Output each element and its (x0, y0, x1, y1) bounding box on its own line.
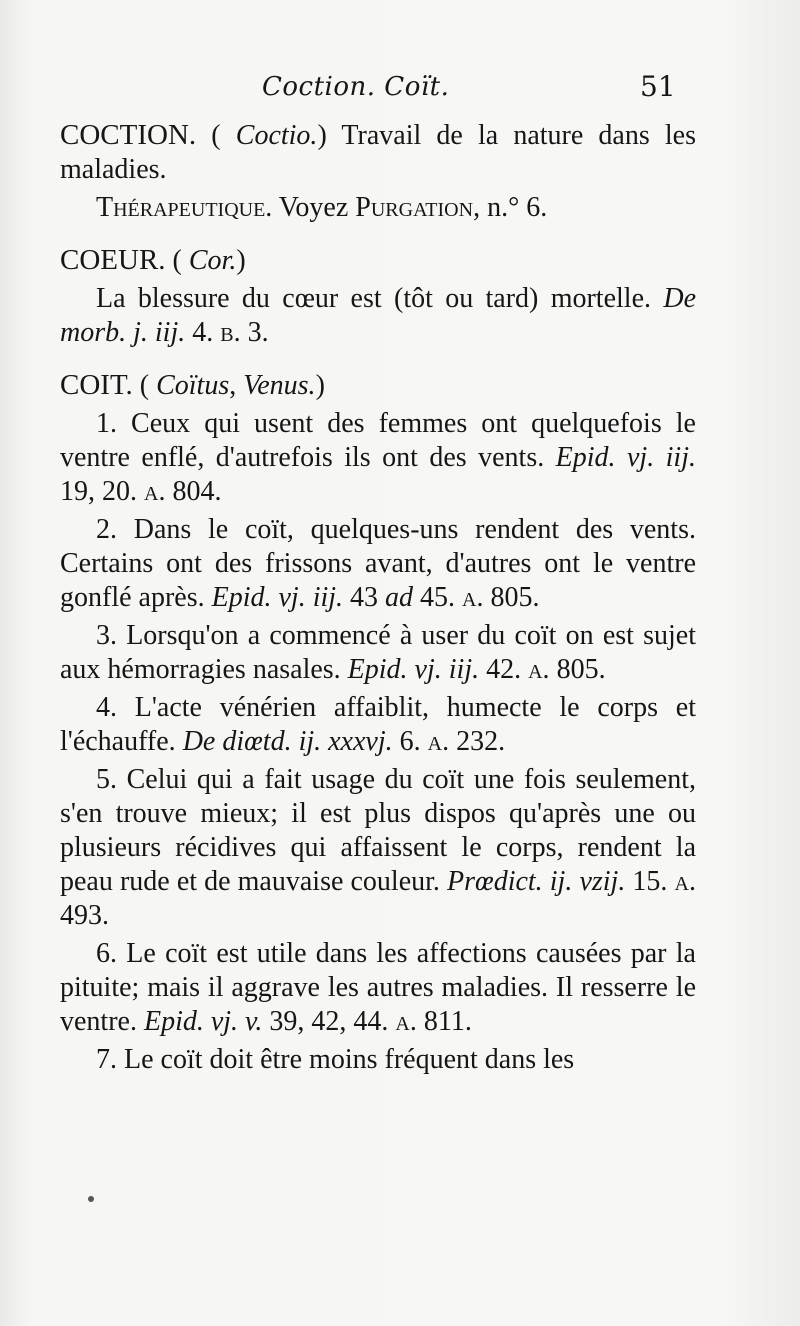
citation-italic: De morb. j. iij. (60, 283, 696, 348)
body-text: ) (315, 370, 325, 401)
body-text: 6. (392, 726, 428, 757)
small-caps-text: Thérapeutique. (96, 192, 273, 223)
entry-paragraph (60, 243, 696, 278)
entry-headword: COCTION. (60, 119, 197, 151)
body-text: 42. (479, 654, 529, 685)
body-text: 232. (449, 726, 506, 757)
body-text: 3. Lorsqu'on a commencé à user du coït on est sujet aux hémorragies nasales. (60, 620, 696, 685)
citation-italic: ad (385, 582, 414, 613)
body-text: ) Travail de la nature dans les maladies. (60, 120, 697, 185)
entry-paragraph (60, 763, 696, 933)
entry-paragraph (60, 368, 696, 403)
entry-paragraph (60, 619, 696, 687)
body-text: La blessure du cœur est (tôt ou tard) mortelle. (96, 283, 664, 314)
body-text: 811. (416, 1006, 472, 1037)
dictionary-entry (60, 368, 696, 1077)
body-text: Voyez (272, 192, 356, 223)
citation-italic: Venus. (243, 370, 316, 401)
small-caps-text: a. (144, 476, 166, 507)
small-caps-text: b. (220, 317, 241, 348)
body-text: 4. L'acte vénérien affaiblit, humecte le corps et l'échauffe. (60, 692, 696, 757)
entry-headword: COEUR. (60, 244, 166, 276)
body-text: 1. Ceux qui usent des femmes ont quelquefois le ventre enflé, d'autrefois ils ont des vents. (60, 408, 696, 473)
entry-paragraph (60, 407, 696, 509)
body-text: ( (172, 245, 189, 276)
body-text: ( (211, 120, 236, 151)
body-text: , (229, 370, 244, 401)
entry-paragraph (60, 513, 696, 615)
citation-italic: Epid. vj. iij. (211, 582, 344, 613)
body-text: ) (236, 245, 246, 276)
citation-italic: Cor. (188, 245, 237, 276)
body-text: 3. (240, 317, 269, 348)
body-text: 7. Le coït doit être moins fréquent dans les (96, 1044, 575, 1075)
small-caps-text: a. (674, 866, 696, 897)
small-caps-text: Purgation (355, 192, 474, 223)
body-text: 15. (625, 866, 675, 897)
entry-paragraph (60, 282, 696, 350)
page-text (60, 118, 696, 1095)
body-text: ( (139, 370, 157, 401)
citation-italic: Prœdict. ij. vzij. (447, 866, 626, 897)
page-number: 51 (640, 70, 676, 103)
entry-paragraph (60, 191, 696, 225)
body-text: 19, 20. (60, 476, 144, 507)
small-caps-text: a. (395, 1006, 417, 1037)
body-text: 43 (343, 582, 386, 613)
body-text: 493. (60, 900, 109, 931)
citation-italic: Coctio. (235, 120, 318, 151)
dictionary-entry (60, 118, 696, 225)
entry-paragraph (60, 118, 696, 187)
body-text: 5. Celui qui a fait usage du coït une fois seulement, s'en trouve mieux; il est plus dispos qu'après une ou plusieurs récidives qui affaissent le corps, rendent la peau rude et de mauvaise couleur. (60, 764, 696, 897)
dictionary-entry (60, 243, 696, 350)
running-title: Coction. Coït. (262, 72, 450, 102)
body-text: 4. (185, 317, 221, 348)
citation-italic: Coïtus (156, 370, 230, 401)
body-text: 805. (483, 582, 540, 613)
body-text: 805. (549, 654, 606, 685)
small-caps-text: a. (528, 654, 550, 685)
body-text: 2. Dans le coït, quelques-uns rendent des vents. Certains ont des frissons avant, d'autres ont le ventre gonflé après. (60, 514, 696, 613)
body-text: 6. Le coït est utile dans les affections causées par la pituite; mais il aggrave les autres maladies. Il resserre le ventre. (60, 938, 696, 1037)
entry-paragraph (60, 937, 696, 1039)
citation-italic: Epid. vj. iij. (555, 442, 696, 473)
entry-paragraph (60, 691, 696, 759)
body-text: 804. (165, 476, 222, 507)
entry-paragraph (60, 1043, 696, 1077)
body-text: 39, 42, 44. (262, 1006, 396, 1037)
entry-headword: COIT. (60, 369, 133, 401)
citation-italic: Epid. vj. iij. (347, 654, 480, 685)
body-text: , n.° 6. (473, 192, 548, 223)
small-caps-text: a. (462, 582, 484, 613)
citation-italic: De diœtd. ij. xxxvj. (182, 726, 393, 757)
body-text: 45. (413, 582, 463, 613)
ink-speck (88, 1196, 94, 1202)
small-caps-text: a. (427, 726, 450, 757)
citation-italic: Epid. vj. v. (143, 1006, 263, 1037)
